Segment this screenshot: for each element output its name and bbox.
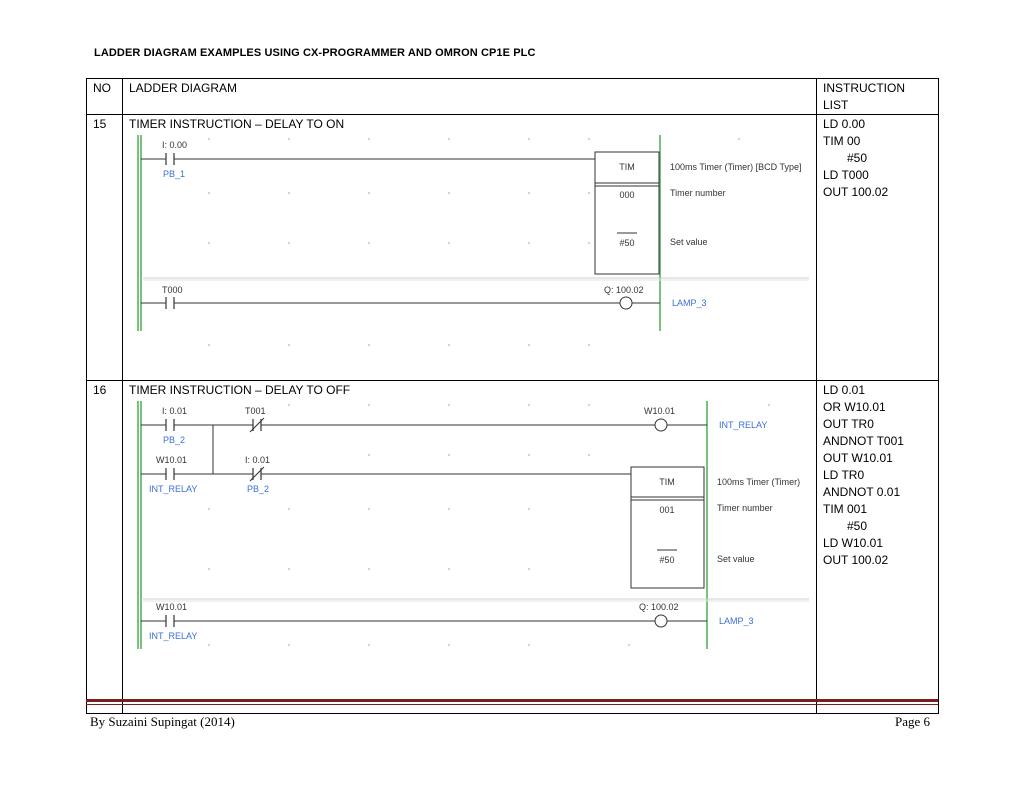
document-title: LADDER DIAGRAM EXAMPLES USING CX-PROGRAMMER AND OMRON CP1E PLC: [94, 47, 536, 59]
timer-description: 100ms Timer (Timer) [BCD Type]: [670, 162, 802, 172]
ladder-examples-table: [86, 78, 939, 714]
coil-address: Q: 100.02: [604, 285, 644, 295]
table-row: [87, 381, 939, 714]
instruction-line: #50: [847, 519, 868, 533]
timer-mnemonic: TIM: [659, 477, 675, 487]
timer-mnemonic: TIM: [619, 162, 635, 172]
contact-address: W10.01: [156, 455, 188, 465]
contact-address: I: 0.01: [162, 406, 188, 416]
timer-description: 100ms Timer (Timer): [717, 477, 801, 487]
instruction-line: OR W10.01: [823, 400, 886, 414]
contact-address: T001: [245, 406, 266, 416]
coil-name: LAMP_3: [719, 616, 754, 626]
contact-name: INT_RELAY: [149, 484, 198, 494]
coil-address: Q: 100.02: [639, 602, 679, 612]
instruction-list-cell: [817, 381, 939, 714]
set-value: #50: [659, 555, 675, 565]
ladder-cell: [123, 381, 817, 714]
instruction-line: LD 0.00: [823, 117, 866, 131]
output-coil: [655, 615, 667, 627]
footer-author: By Suzaini Supingat (2014): [90, 714, 235, 729]
coil-address: W10.01: [644, 406, 676, 416]
instruction-line: ANDNOT 0.01: [823, 485, 901, 499]
timer-number-label: Timer number: [717, 503, 773, 513]
footer-rule-thin: [86, 704, 938, 705]
instruction-line: OUT 100.02: [823, 553, 889, 567]
contact-name: PB_1: [163, 169, 186, 179]
header-instruction-list: INSTRUCTION LIST: [817, 79, 939, 115]
instruction-line: TIM 00: [823, 134, 861, 148]
table-header-row: [87, 79, 939, 115]
instruction-line: LD TR0: [823, 468, 865, 482]
contact-name: PB_2: [163, 435, 186, 445]
footer-rule: [86, 699, 938, 702]
instruction-line: LD 0.01: [823, 383, 866, 397]
timer-number: 000: [619, 190, 635, 200]
table-row: [87, 115, 939, 381]
ladder-svg-15: [129, 133, 819, 373]
instruction-line: ANDNOT T001: [823, 434, 904, 448]
timer-number-label: Timer number: [670, 188, 726, 198]
instruction-line: OUT TR0: [823, 417, 874, 431]
instruction-line: LD T000: [823, 168, 869, 182]
contact-name: PB_2: [247, 484, 270, 494]
ladder-cell: [123, 115, 817, 381]
row-number: 16: [87, 381, 123, 714]
timer-number: 001: [659, 505, 675, 515]
instruction-list-cell: [817, 115, 939, 381]
contact-address: W10.01: [156, 602, 188, 612]
contact-address: T000: [162, 285, 183, 295]
header-no: NO: [87, 79, 123, 115]
set-value-label: Set value: [717, 554, 755, 564]
instruction-line: OUT W10.01: [823, 451, 893, 465]
instruction-line: OUT 100.02: [823, 185, 889, 199]
set-value: #50: [619, 238, 635, 248]
output-coil: [620, 297, 632, 309]
ladder-svg-16: [129, 399, 819, 659]
footer-page-number: Page 6: [894, 714, 930, 729]
set-value-label: Set value: [670, 237, 708, 247]
row-number: 15: [87, 115, 123, 381]
contact-address: I: 0.01: [245, 455, 271, 465]
contact-address: I: 0.00: [162, 140, 188, 150]
coil-name: LAMP_3: [672, 298, 707, 308]
row-title: TIMER INSTRUCTION – DELAY TO ON: [129, 117, 345, 131]
contact-name: INT_RELAY: [149, 631, 198, 641]
instruction-line: LD W10.01: [823, 536, 884, 550]
row-title: TIMER INSTRUCTION – DELAY TO OFF: [129, 383, 351, 397]
instruction-line: TIM 001: [823, 502, 868, 516]
instruction-line: #50: [847, 151, 868, 165]
coil-w1001: [655, 419, 667, 431]
coil-name: INT_RELAY: [719, 420, 768, 430]
header-ladder-diagram: LADDER DIAGRAM: [123, 79, 817, 115]
